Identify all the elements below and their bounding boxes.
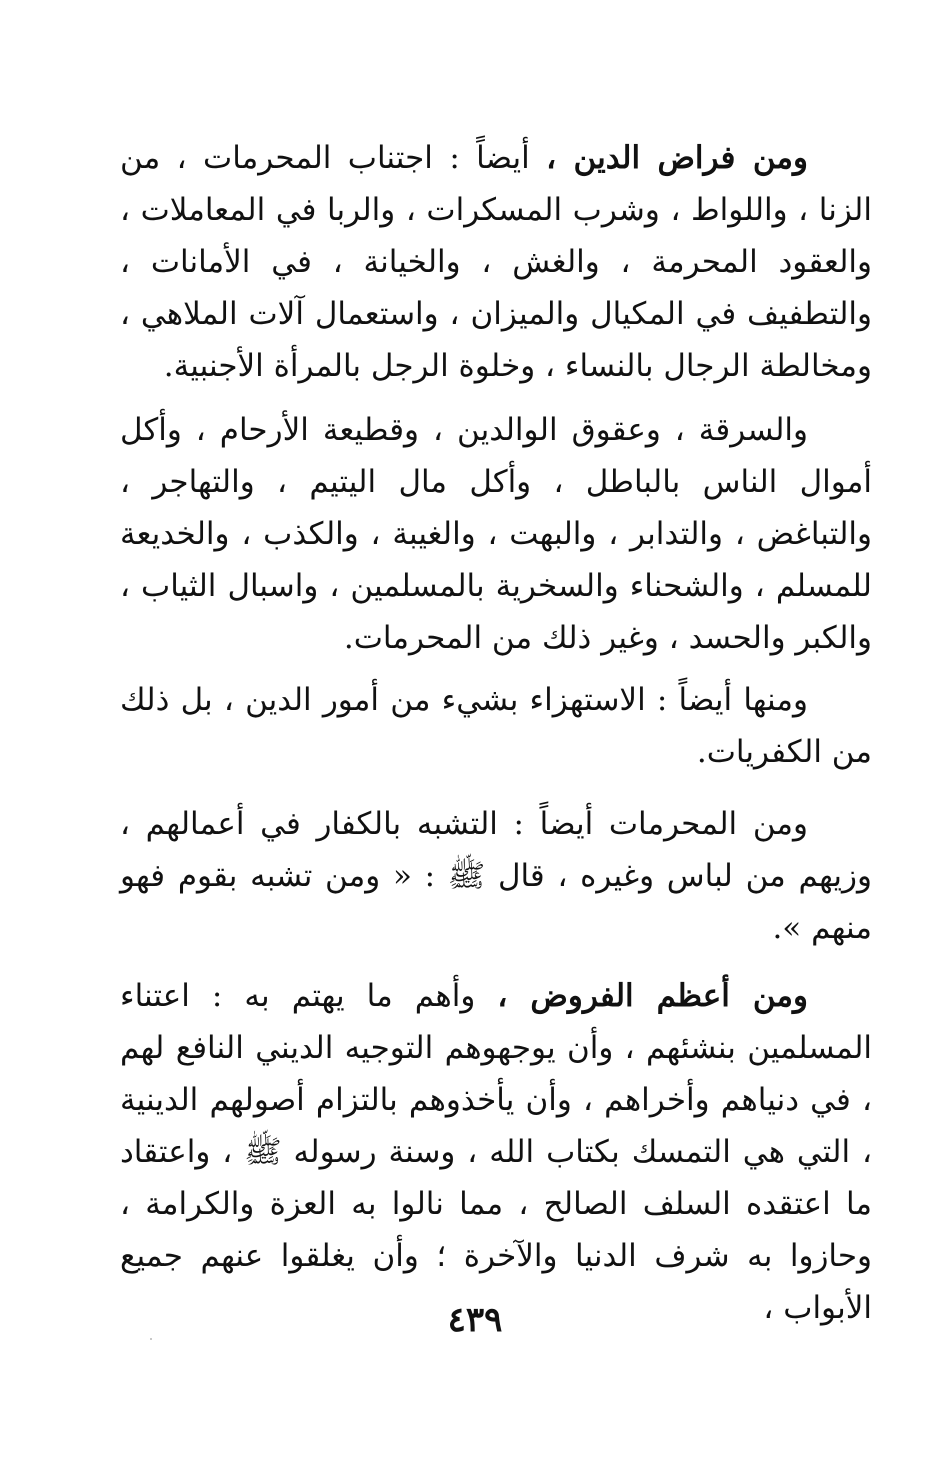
scan-speck <box>150 1338 152 1340</box>
paragraph-body: ومن المحرمات أيضاً : التشبه بالكفار في أعمالهم ، وزيهم من لباس وغيره ، قال ﷺ : « ومن تشبه بقوم فهو منهم ». <box>120 806 872 946</box>
paragraph-body: ومنها أيضاً : الاستهزاء بشيء من أمور الدين ، بل ذلك من الكفريات. <box>120 682 872 770</box>
paragraph-greatest-duties <box>120 970 872 1334</box>
paragraph-lead-bold: ومن فراض الدين ، <box>546 140 808 176</box>
paragraph-body: أيضاً : اجتناب المحرمات ، من الزنا ، واللواط ، وشرب المسكرات ، والربا في المعاملات ، والعقود المحرمة ، والغش ، والخيانة ، في الأمانات ، والتطفيف في المكيال والميزان ، واستعمال آلات الملاهي ، ومخالطة الرجال بالنساء ، وخلوة الرجل بالمرأة الأجنبية. <box>120 140 872 384</box>
paragraph-imitating-disbelievers <box>120 798 872 954</box>
page-number: ٤٣٩ <box>447 1300 503 1340</box>
paragraph-body: والسرقة ، وعقوق الوالدين ، وقطيعة الأرحام ، وأكل أموال الناس بالباطل ، وأكل مال اليتيم ، والتهاجر ، والتباغض ، والتدابر ، والبهت ، والغيبة ، والكذب ، والخديعة للمسلم ، والشحناء والسخرية بالمسلمين ، واسبال الثياب ، والكبر والحسد ، وغير ذلك من المحرمات. <box>120 412 872 656</box>
paragraph-mockery-of-religion <box>120 674 872 778</box>
paragraph-lead-bold: ومن أعظم الفروض ، <box>497 978 808 1014</box>
paragraph-theft-and-sins <box>120 404 872 664</box>
paragraph-body: وأهم ما يهتم به : اعتناء المسلمين بنشئهم ، وأن يوجهوهم التوجيه الديني النافع لهم ، في دنياهم وأخراهم ، وأن يأخذوهم بالتزام أصولهم الدينية ، التي هي التمسك بكتاب الله ، وسنة رسوله ﷺ ، واعتقاد ما اعتقده السلف الصالح ، مما نالوا به العزة والكرامة ، وحازوا به شرف الدنيا والآخرة ؛ وأن يغلقوا عنهم جميع الأبواب ، <box>120 978 872 1326</box>
paragraph-obligations-prohibitions <box>120 132 872 392</box>
